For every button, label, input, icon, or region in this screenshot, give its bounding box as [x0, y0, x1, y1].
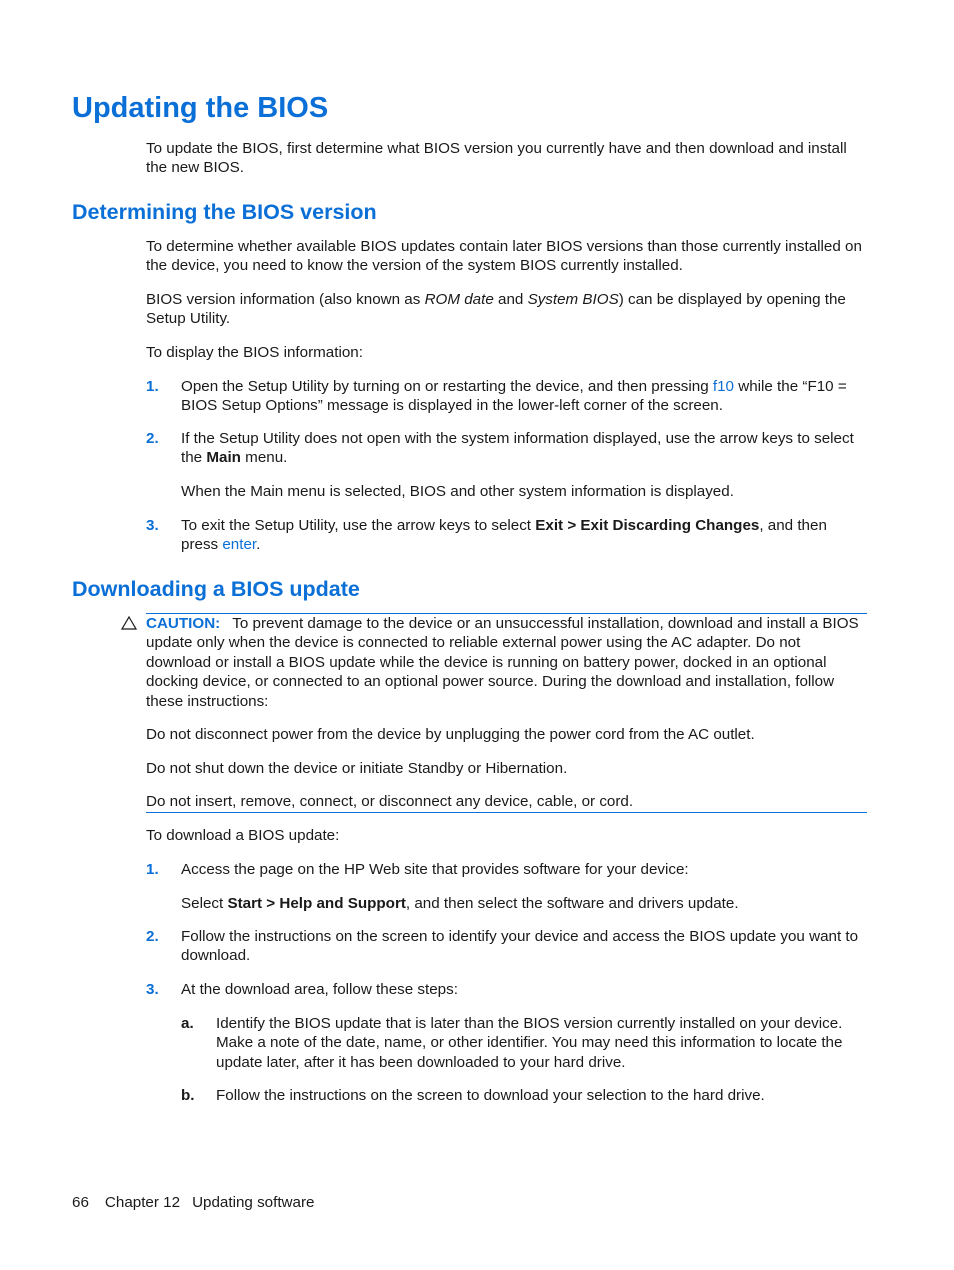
substep-label: a.: [181, 1015, 194, 1032]
page-footer: [72, 1193, 314, 1212]
caution-item: Do not disconnect power from the device by unplugging the power cord from the AC outlet.: [146, 726, 755, 743]
substep-text: Identify the BIOS update that is later than the BIOS version currently installed on your device. Make a note of the date, name, or other identifier. You may need this information to locate the update later, after it has been downloaded to your hard drive.: [216, 1015, 843, 1071]
section-heading-determining-bios-version: Determining the BIOS version: [72, 200, 377, 224]
section1-paragraph-3: To display the BIOS information:: [146, 344, 363, 361]
step-number: 3.: [146, 517, 159, 534]
chapter-label: Chapter 12: [104, 1194, 181, 1211]
caution-bottom-rule: [146, 812, 867, 813]
step-note: When the Main menu is selected, BIOS and other system information is displayed.: [181, 483, 734, 500]
step-note: Select Start > Help and Support, and then select the software and drivers update.: [181, 895, 739, 912]
chapter-title: Updating software: [192, 1194, 315, 1211]
caution-item: Do not insert, remove, connect, or disconnect any device, cable, or cord.: [146, 793, 634, 810]
caution-triangle-icon: [121, 616, 137, 630]
caution-text: CAUTION: To prevent damage to the device or an unsuccessful installation, download and install a BIOS update only when the device is connected to reliable external power using the AC adapter. Do not download or install a BIOS update while the device is running on battery power, docked in an optional docking device, or connected to an optional power source. During the download and installation, follow these instructions:: [146, 615, 859, 710]
step-text: Access the page on the HP Web site that provides software for your device:: [181, 861, 689, 878]
step-text: Open the Setup Utility by turning on or restarting the device, and then pressing f10 while the “F10 = BIOS Setup Options” message is displayed in the lower-left corner of the screen.: [181, 378, 847, 415]
page-title: Updating the BIOS: [72, 92, 329, 124]
key-f10: f10: [712, 378, 734, 395]
step-number: 2.: [146, 928, 159, 945]
step-text: If the Setup Utility does not open with the system information displayed, use the arrow keys to select the Main menu.: [181, 430, 854, 467]
section2-paragraph-1: To download a BIOS update:: [146, 827, 340, 844]
section1-paragraph-1: To determine whether available BIOS updates contain later BIOS versions than those currently installed on the device, you need to know the version of the system BIOS currently installed.: [146, 238, 862, 275]
step-number: 1.: [146, 378, 159, 395]
step-text: At the download area, follow these steps:: [181, 981, 458, 998]
page-number: 66: [72, 1194, 89, 1211]
caution-item: Do not shut down the device or initiate Standby or Hibernation.: [146, 760, 568, 777]
substep-label: b.: [181, 1087, 195, 1104]
key-enter: enter: [222, 536, 257, 554]
section1-paragraph-2: BIOS version information (also known as ROM date and System BIOS) can be displayed by opening the Setup Utility.: [146, 291, 846, 328]
intro-paragraph: To update the BIOS, first determine what BIOS version you currently have and then download and install the new BIOS.: [146, 140, 847, 177]
caution-label: CAUTION:: [146, 615, 221, 632]
section-heading-downloading-bios-update: Downloading a BIOS update: [72, 577, 360, 601]
step-number: 3.: [146, 981, 159, 998]
step-text: To exit the Setup Utility, use the arrow keys to select Exit > Exit Discarding Changes, and then press enter.: [181, 517, 827, 554]
step-text: Follow the instructions on the screen to identify your device and access the BIOS update you want to download.: [181, 928, 859, 965]
step-number: 2.: [146, 430, 159, 447]
step-number: 1.: [146, 861, 159, 878]
substep-text: Follow the instructions on the screen to download your selection to the hard drive.: [216, 1087, 765, 1104]
